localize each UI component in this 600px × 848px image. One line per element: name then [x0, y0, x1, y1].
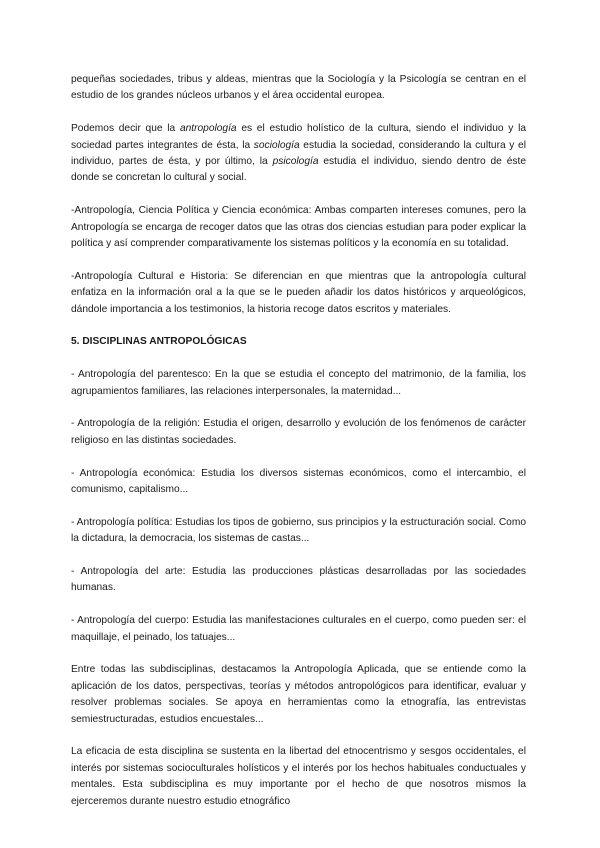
- text-segment: es el estudio holístico de la cultura, siendo el individuo y la sociedad partes integrantes de ésta, la: [71, 123, 526, 151]
- term-sociologia: sociología: [253, 139, 300, 151]
- paragraph-applied-anthropology: Entre todas las subdisciplinas, destacamos la Antropología Aplicada, que se entiende como la aplicación de los datos, perspectivas, teorías y métodos antropológicos para identificar, evaluar y resolver problemas sociales. Se apoya en herramientas como la etnografía, las entrevistas semiestructuradas, estudios encuestales...: [71, 664, 526, 725]
- list-item-religion: - Antropología de la religión: Estudia el origen, desarrollo y evolución de los fenómenos de carácter religioso en las distintas sociedades.: [71, 418, 526, 446]
- term-antropologia: antropología: [179, 123, 237, 135]
- text-segment: estudia el individuo, siendo dentro de éste donde se concretan lo cultural y social.: [71, 156, 526, 184]
- paragraph-cultural-history: -Antropología Cultural e Historia: Se diferencian en que mientras que la antropología cultural enfatiza en la información oral a la que se le pueden añadir los datos históricos y arqueológicos, dándole importancia a los testimonios, la historia recoge datos escritos y materiales.: [71, 270, 526, 315]
- term-psicologia: psicología: [272, 156, 319, 168]
- paragraph-discipline-efficacy: La eficacia de esta disciplina se sustenta en la libertad del etnocentrismo y sesgos occidentales, el interés por sistemas socioculturales holísticos y el interés por los hechos habituales conductuales y mentales. Esta subdisciplina es muy importante por el hecho de que nosotros mismos la ejerceremos durante nuestro estudio etnográfico: [71, 746, 526, 807]
- list-item-art: - Antropología del arte: Estudia las producciones plásticas desarrolladas por las sociedades humanas.: [71, 566, 526, 594]
- list-item-kinship: - Antropología del parentesco: En la que se estudia el concepto del matrimonio, de la familia, los agrupamientos familiares, las relaciones interpersonales, la maternidad...: [71, 369, 526, 397]
- list-item-body: - Antropología del cuerpo: Estudia las manifestaciones culturales en el cuerpo, como pueden ser: el maquillaje, el peinado, los tatuajes...: [71, 615, 526, 643]
- text-segment: estudia la sociedad, considerando la cultura y el individuo, partes de ésta, y por último, la: [71, 139, 526, 168]
- list-item-economic: - Antropología económica: Estudia los diversos sistemas económicos, como el intercambio, el comunismo, capitalismo...: [71, 467, 526, 496]
- paragraph-holistic-definitions: [71, 121, 526, 187]
- paragraph-political-economic: -Antropología, Ciencia Política y Ciencia económica: Ambas comparten intereses comunes, pero la Antropología se encarga de recoger datos que las otras dos ciencias estudian para poder explicar la política y así comprender comparativamente los sistemas políticos y la economía en su totalidad.: [71, 205, 526, 250]
- text-segment: Podemos decir que la: [71, 123, 180, 135]
- document-page: [71, 72, 526, 826]
- list-item-political: - Antropología política: Estudias los tipos de gobierno, sus principios y la estructuración social. Como la dictadura, la democracia, los sistemas de castas...: [71, 516, 526, 545]
- section-heading: 5. DISCIPLINAS ANTROPOLÓGICAS: [71, 336, 247, 348]
- paragraph-sociology-psychology: pequeñas sociedades, tribus y aldeas, mientras que la Sociología y la Psicología se centran en el estudio de los grandes núcleos urbanos y el área occidental europea.: [71, 74, 526, 102]
